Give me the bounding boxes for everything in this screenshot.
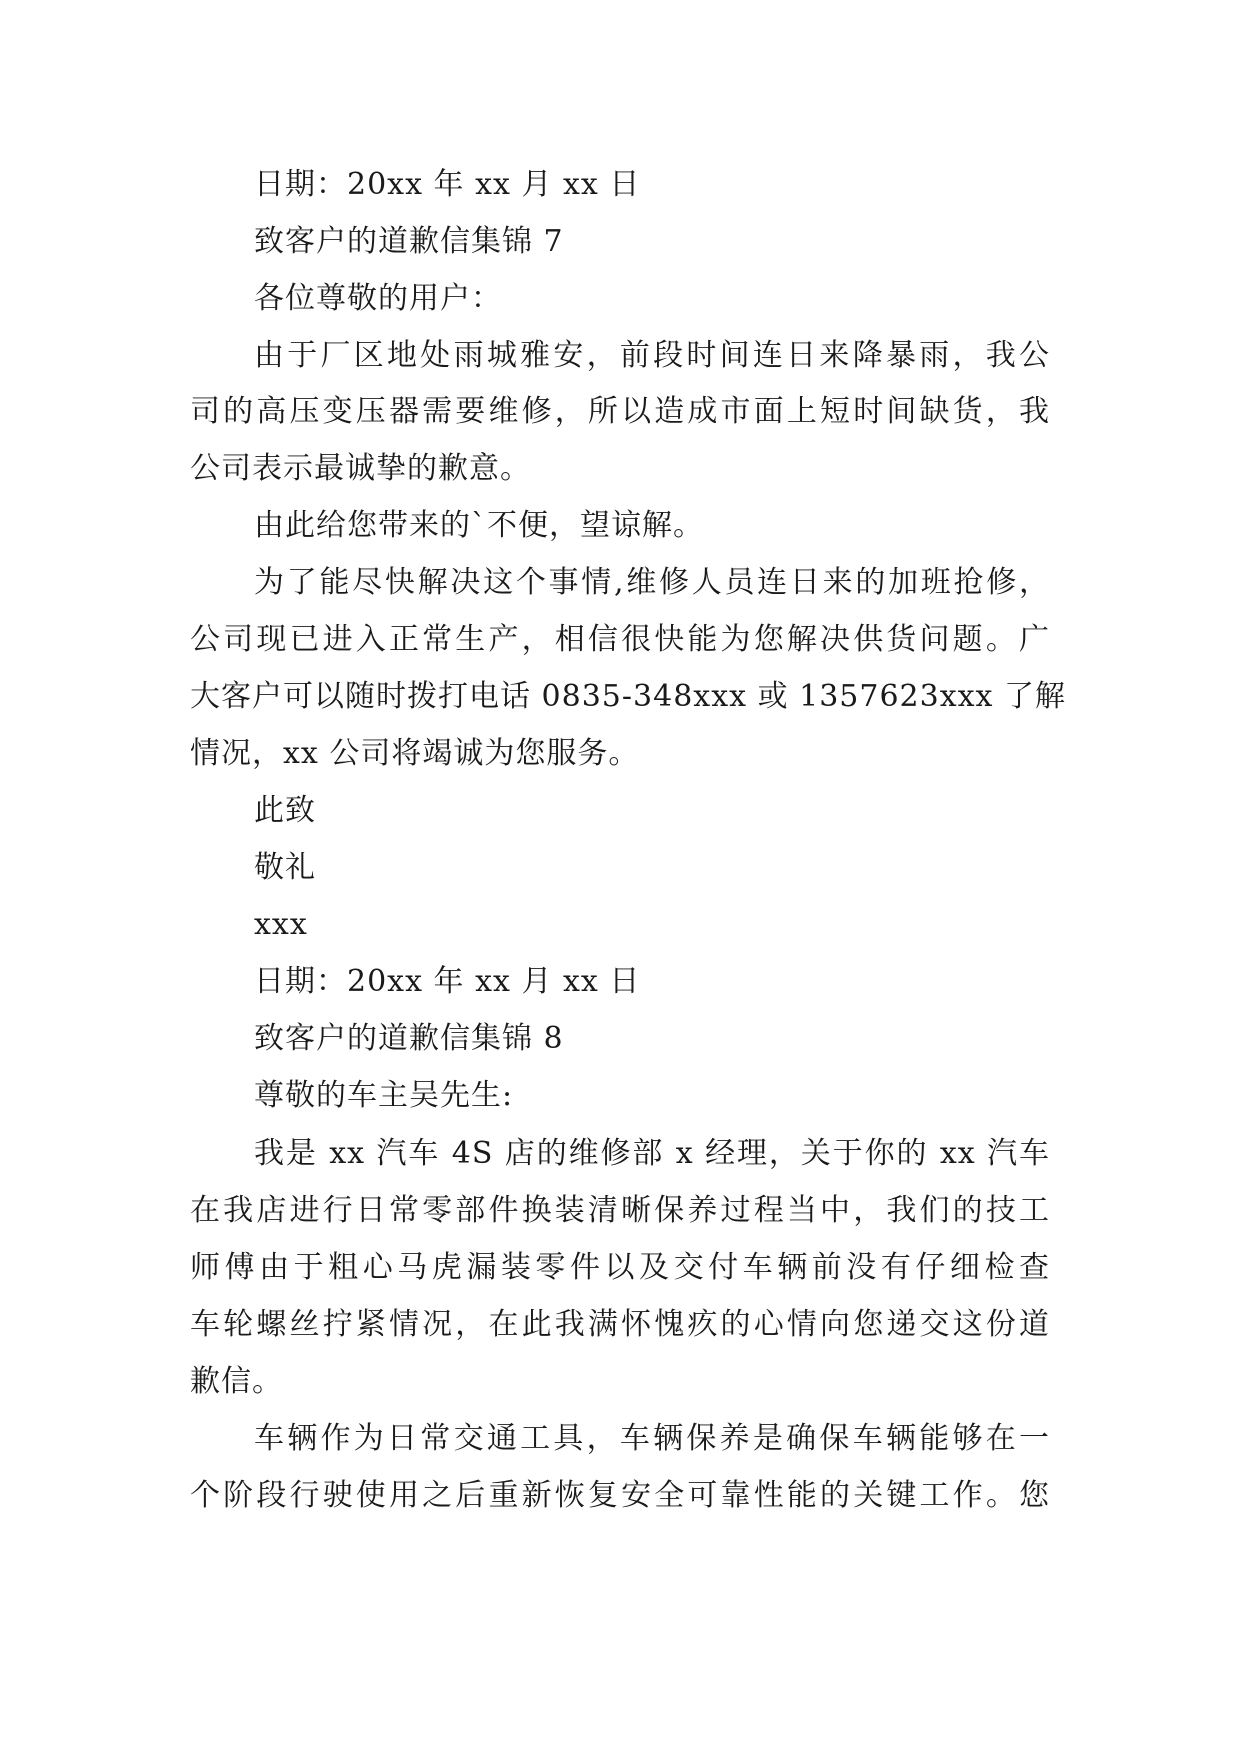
paragraph-line: 公司表示最诚挚的歉意。 <box>190 451 531 486</box>
paragraph-line: 师傅由于粗心马虎漏装零件以及交付车辆前没有仔细检查 <box>190 1250 1050 1285</box>
salutation: 尊敬的车主吴先生: <box>254 1078 514 1113</box>
paragraph-line: 大客户可以随时拨打电话 0835-348xxx 或 1357623xxx 了解 <box>190 679 1067 714</box>
paragraph-line: 车轮螺丝拧紧情况，在此我满怀愧疚的心情向您递交这份道 <box>190 1307 1050 1342</box>
paragraph-line: 我是 xx 汽车 4S 店的维修部 x 经理，关于你的 xx 汽车 <box>254 1136 1050 1171</box>
section-title: 致客户的道歉信集锦 7 <box>254 224 564 259</box>
closing-line: 敬礼 <box>254 850 316 885</box>
date-line: 日期：20xx 年 xx 月 xx 日 <box>254 964 641 999</box>
signature: xxx <box>254 907 308 942</box>
paragraph-line: 公司现已进入正常生产，相信很快能为您解决供货问题。广 <box>190 622 1050 657</box>
salutation: 各位尊敬的用户： <box>254 281 502 316</box>
paragraph-line: 车辆作为日常交通工具，车辆保养是确保车辆能够在一 <box>254 1421 1050 1456</box>
paragraph-line: 个阶段行驶使用之后重新恢复安全可靠性能的关键工作。您 <box>190 1478 1050 1513</box>
paragraph-line: 情况，xx 公司将竭诚为您服务。 <box>190 736 640 771</box>
paragraph-line: 由此给您带来的`不便，望谅解。 <box>254 508 704 543</box>
paragraph-line: 歉信。 <box>190 1364 283 1399</box>
paragraph-line: 司的高压变压器需要维修，所以造成市面上短时间缺货，我 <box>190 394 1050 429</box>
date-line: 日期：20xx 年 xx 月 xx 日 <box>254 167 641 202</box>
paragraph-line: 为了能尽快解决这个事情,维修人员连日来的加班抢修， <box>254 565 1050 600</box>
paragraph-line: 在我店进行日常零部件换装清晰保养过程当中，我们的技工 <box>190 1193 1050 1228</box>
section-title: 致客户的道歉信集锦 8 <box>254 1021 564 1056</box>
paragraph-line: 由于厂区地处雨城雅安，前段时间连日来降暴雨，我公 <box>254 338 1050 373</box>
closing-line: 此致 <box>254 793 316 828</box>
